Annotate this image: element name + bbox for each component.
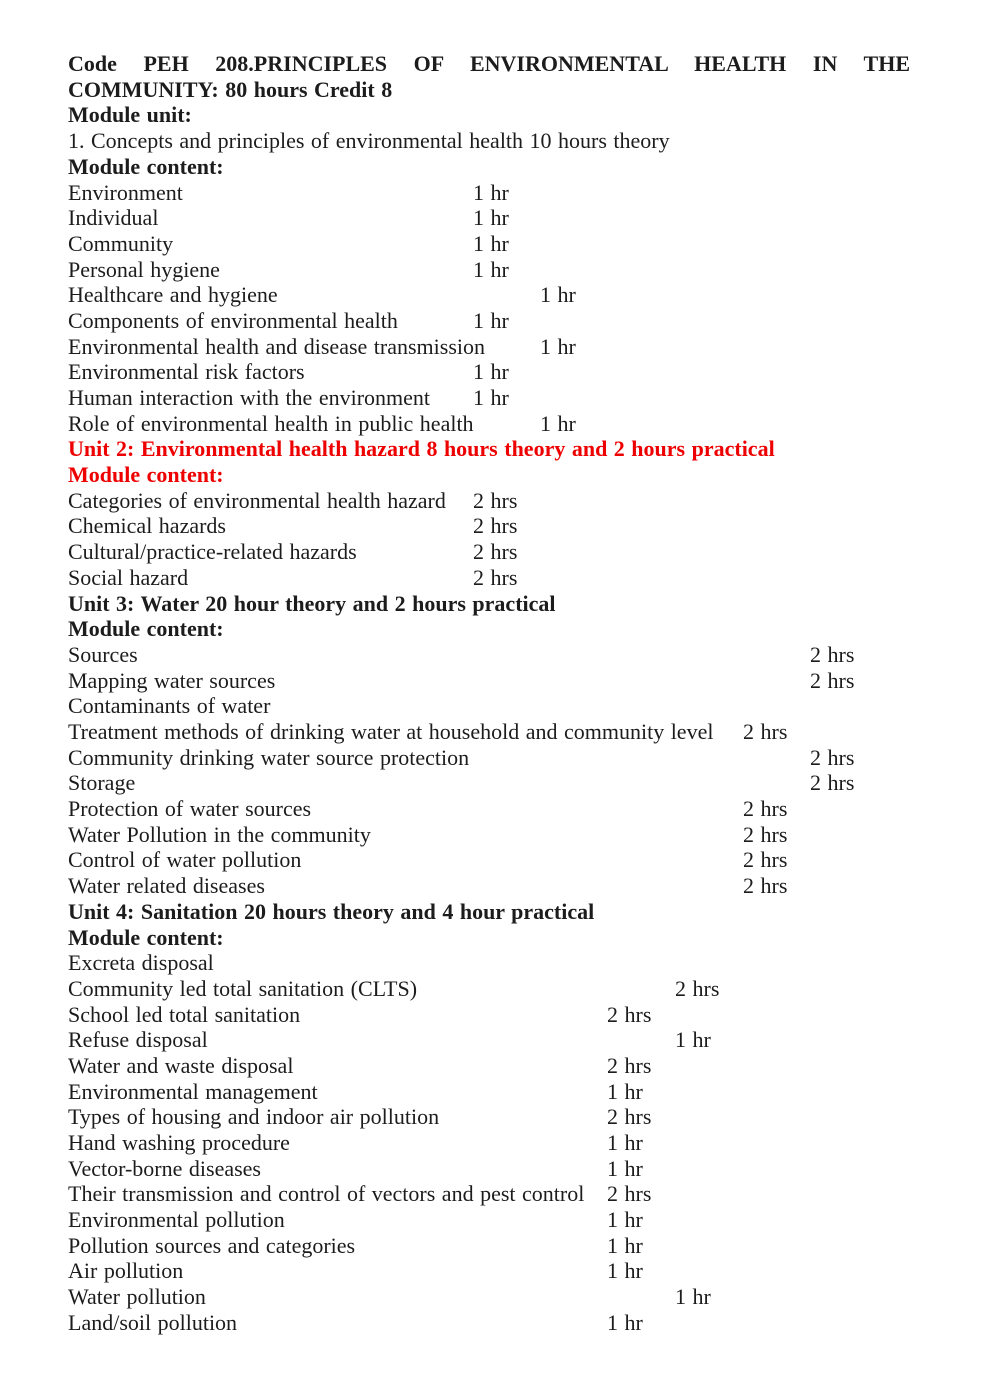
content-row: [68, 1156, 910, 1182]
topic-label: Individual: [68, 205, 159, 231]
hours-value: 1 hr: [473, 179, 509, 205]
hours-value: 2 hrs: [810, 770, 855, 796]
hours-value: 1 hr: [675, 1027, 711, 1053]
topic-label: Their transmission and control of vectors and pest control: [68, 1181, 585, 1207]
hours-value: 1 hr: [607, 1130, 643, 1156]
content-row: [68, 282, 910, 308]
hours-value: 1 hr: [607, 1155, 643, 1181]
topic-label: Air pollution: [68, 1258, 184, 1284]
content-row: [68, 1207, 910, 1233]
unit2-content-heading: Module content:: [68, 462, 224, 488]
hours-value: 2 hrs: [743, 719, 788, 745]
topic-label: Components of environmental health: [68, 307, 398, 333]
content-row: [68, 359, 910, 385]
topic-label: Types of housing and indoor air pollution: [68, 1104, 440, 1130]
topic-label: Community drinking water source protection: [68, 744, 470, 770]
hours-value: 1 hr: [607, 1309, 643, 1335]
topic-label: Environmental health and disease transmission: [68, 333, 486, 359]
hours-value: 1 hr: [540, 410, 576, 436]
topic-label: Cultural/practice-related hazards: [68, 539, 357, 565]
hours-value: 2 hrs: [607, 1104, 652, 1130]
content-row: [68, 1233, 910, 1259]
hours-value: 2 hrs: [607, 1001, 652, 1027]
content-row: [68, 411, 910, 437]
topic-label: Chemical hazards: [68, 513, 226, 539]
content-row: [68, 1104, 910, 1130]
module-unit-heading: Module unit:: [68, 102, 192, 128]
topic-label: School led total sanitation: [68, 1001, 301, 1027]
unit2-heading: Unit 2: Environmental health hazard 8 hours theory and 2 hours practical: [68, 436, 775, 462]
content-row: [68, 847, 910, 873]
content-row: [68, 1053, 910, 1079]
content-row: [68, 950, 910, 976]
hours-value: 1 hr: [473, 256, 509, 282]
hours-value: 1 hr: [607, 1258, 643, 1284]
hours-value: 1 hr: [473, 359, 509, 385]
topic-label: Environmental pollution: [68, 1207, 285, 1233]
content-row: [68, 693, 910, 719]
content-row: [68, 513, 910, 539]
hours-value: 1 hr: [473, 230, 509, 256]
content-row: [68, 1181, 910, 1207]
content-row: [68, 1027, 910, 1053]
topic-label: Sources: [68, 641, 138, 667]
topic-label: Social hazard: [68, 564, 189, 590]
content-row: [68, 539, 910, 565]
hours-value: 1 hr: [540, 333, 576, 359]
topic-label: Human interaction with the environment: [68, 385, 431, 411]
unit3-item-list: [68, 642, 910, 899]
content-row: [68, 1310, 910, 1336]
hours-value: 2 hrs: [743, 821, 788, 847]
content-row: [68, 1130, 910, 1156]
topic-label: Healthcare and hygiene: [68, 282, 278, 308]
hours-value: 2 hrs: [473, 539, 518, 565]
hours-value: 2 hrs: [743, 847, 788, 873]
unit4-content-heading: Module content:: [68, 924, 224, 950]
content-row: [68, 1284, 910, 1310]
content-row: [68, 822, 910, 848]
course-title-line1: Code PEH 208.PRINCIPLES OF ENVIRONMENTAL HEALTH IN THE: [68, 51, 910, 76]
topic-label: Vector-borne diseases: [68, 1155, 261, 1181]
topic-label: Water related diseases: [68, 873, 265, 899]
topic-label: Community led total sanitation (CLTS): [68, 975, 418, 1001]
unit1-item-list: [68, 180, 910, 437]
unit4-item-list: [68, 950, 910, 1335]
topic-label: Environment: [68, 179, 183, 205]
topic-label: Excreta disposal: [68, 950, 214, 976]
topic-label: Mapping water sources: [68, 667, 276, 693]
hours-value: 2 hrs: [607, 1052, 652, 1078]
content-row: [68, 873, 910, 899]
unit2-item-list: [68, 488, 910, 591]
content-row: [68, 1079, 910, 1105]
hours-value: 2 hrs: [810, 744, 855, 770]
topic-label: Land/soil pollution: [68, 1309, 238, 1335]
topic-label: Storage: [68, 770, 136, 796]
unit3-content-heading: Module content:: [68, 616, 224, 642]
module-unit-item: 1. Concepts and principles of environmental health 10 hours theory: [68, 128, 670, 154]
unit1-content-heading: Module content:: [68, 153, 224, 179]
course-title-line2: COMMUNITY: 80 hours Credit 8: [68, 76, 393, 102]
hours-value: 1 hr: [675, 1284, 711, 1310]
content-row: [68, 257, 910, 283]
topic-label: Refuse disposal: [68, 1027, 208, 1053]
unit3-heading: Unit 3: Water 20 hour theory and 2 hours practical: [68, 590, 556, 616]
topic-label: Water pollution: [68, 1284, 206, 1310]
topic-label: Protection of water sources: [68, 796, 312, 822]
hours-value: 2 hrs: [473, 513, 518, 539]
content-row: [68, 205, 910, 231]
content-row: [68, 642, 910, 668]
content-row: [68, 565, 910, 591]
topic-label: Treatment methods of drinking water at household and community level: [68, 719, 714, 745]
topic-label: Contaminants of water: [68, 693, 271, 719]
hours-value: 1 hr: [540, 282, 576, 308]
topic-label: Control of water pollution: [68, 847, 302, 873]
hours-value: 2 hrs: [473, 564, 518, 590]
topic-label: Environmental management: [68, 1078, 318, 1104]
topic-label: Hand washing procedure: [68, 1130, 290, 1156]
hours-value: 1 hr: [473, 385, 509, 411]
topic-label: Environmental risk factors: [68, 359, 305, 385]
content-row: [68, 796, 910, 822]
hours-value: 2 hrs: [675, 975, 720, 1001]
hours-value: 1 hr: [607, 1207, 643, 1233]
unit4-heading: Unit 4: Sanitation 20 hours theory and 4 hour practical: [68, 898, 595, 924]
hours-value: 1 hr: [473, 307, 509, 333]
content-row: [68, 488, 910, 514]
hours-value: 1 hr: [607, 1232, 643, 1258]
topic-label: Community: [68, 230, 174, 256]
content-row: [68, 770, 910, 796]
hours-value: 2 hrs: [810, 667, 855, 693]
topic-label: Role of environmental health in public health: [68, 410, 474, 436]
hours-value: 2 hrs: [607, 1181, 652, 1207]
hours-value: 2 hrs: [743, 873, 788, 899]
content-row: [68, 1002, 910, 1028]
document-content: [68, 51, 910, 1336]
content-row: [68, 1258, 910, 1284]
content-row: [68, 308, 910, 334]
content-row: [68, 180, 910, 206]
content-row: [68, 385, 910, 411]
hours-value: 2 hrs: [743, 796, 788, 822]
topic-label: Pollution sources and categories: [68, 1232, 356, 1258]
content-row: [68, 745, 910, 771]
content-row: [68, 231, 910, 257]
content-row: [68, 976, 910, 1002]
content-row: [68, 334, 910, 360]
content-row: [68, 719, 910, 745]
topic-label: Water Pollution in the community: [68, 821, 371, 847]
topic-label: Categories of environmental health hazard: [68, 487, 446, 513]
hours-value: 1 hr: [473, 205, 509, 231]
content-row: [68, 668, 910, 694]
hours-value: 2 hrs: [473, 487, 518, 513]
hours-value: 1 hr: [607, 1078, 643, 1104]
hours-value: 2 hrs: [810, 641, 855, 667]
topic-label: Water and waste disposal: [68, 1052, 294, 1078]
topic-label: Personal hygiene: [68, 256, 220, 282]
